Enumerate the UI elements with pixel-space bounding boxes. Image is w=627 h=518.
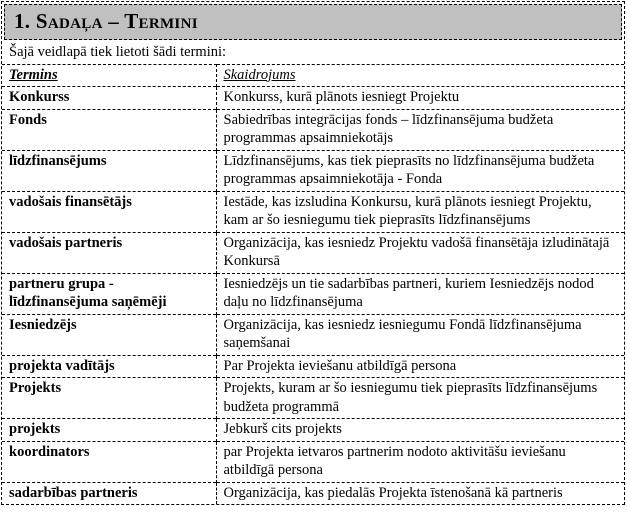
column-header-term: Termins — [9, 66, 58, 83]
definition-cell: Organizācija, kas iesniedz Projektu vadošā finansētāja izludinātajā Konkursā — [216, 232, 624, 273]
definition-cell: Projekts, kuram ar šo iesniegumu tiek pieprasīts līdzfinansējums budžeta programmā — [216, 378, 624, 419]
term-cell: projekts — [2, 419, 216, 442]
term-header-cell — [2, 64, 216, 87]
term-cell: partneru grupa - līdzfinansējuma saņēmēji — [2, 273, 216, 314]
definition-cell: Līdzfinansējums, kas tiek pieprasīts no līdzfinansējuma budžeta programmas apsaimniekotāja - Fonda — [216, 150, 624, 191]
table-row — [2, 314, 624, 355]
table-row — [2, 355, 624, 378]
table-row — [2, 273, 624, 314]
terms-table — [2, 42, 624, 504]
header-row — [2, 64, 624, 87]
table-row — [2, 109, 624, 150]
definition-cell: Organizācija, kas iesniedz iesniegumu Fondā līdzfinansējuma saņemšanai — [216, 314, 624, 355]
definition-cell: Konkurss, kurā plānots iesniegt Projektu — [216, 87, 624, 110]
table-row — [2, 87, 624, 110]
term-cell: vadošais partneris — [2, 232, 216, 273]
document-frame — [1, 1, 625, 505]
section-title: 1. Sadaļa – Termini — [4, 4, 622, 40]
term-cell: Fonds — [2, 109, 216, 150]
term-cell: sadarbības partneris — [2, 482, 216, 504]
definition-cell: Jebkurš cits projekts — [216, 419, 624, 442]
table-row — [2, 378, 624, 419]
table-row — [2, 441, 624, 482]
table-row — [2, 191, 624, 232]
term-cell: koordinators — [2, 441, 216, 482]
terms-table-body — [2, 42, 624, 504]
definition-cell: Sabiedrības integrācijas fonds – līdzfinansējuma budžeta programmas apsaimniekotājs — [216, 109, 624, 150]
term-cell: Projekts — [2, 378, 216, 419]
table-row — [2, 482, 624, 504]
term-cell: vadošais finansētājs — [2, 191, 216, 232]
definition-cell: Iesniedzējs un tie sadarbības partneri, kuriem Iesniedzējs nodod daļu no līdzfinansējuma — [216, 273, 624, 314]
definition-header-cell — [216, 64, 624, 87]
term-cell: projekta vadītājs — [2, 355, 216, 378]
intro-text: Šajā veidlapā tiek lietoti šādi termini: — [9, 44, 227, 60]
table-row — [2, 419, 624, 442]
definition-cell: par Projekta ietvaros partnerim nodoto aktivitāšu ieviešanu atbildīgā persona — [216, 441, 624, 482]
definition-cell: Organizācija, kas piedalās Projekta īstenošanā kā partneris — [216, 482, 624, 504]
column-header-definition: Skaidrojums — [223, 66, 296, 83]
table-row — [2, 150, 624, 191]
intro-row — [2, 42, 624, 64]
term-cell: Konkurss — [2, 87, 216, 110]
term-cell: līdzfinansējums — [2, 150, 216, 191]
table-row — [2, 232, 624, 273]
definition-cell: Par Projekta ieviešanu atbildīgā persona — [216, 355, 624, 378]
definition-cell: Iestāde, kas izsludina Konkursu, kurā plānots iesniegt Projektu, kam ar šo iesniegumu tiek pieprasīts līdzfinansējums — [216, 191, 624, 232]
term-cell: Iesniedzējs — [2, 314, 216, 355]
